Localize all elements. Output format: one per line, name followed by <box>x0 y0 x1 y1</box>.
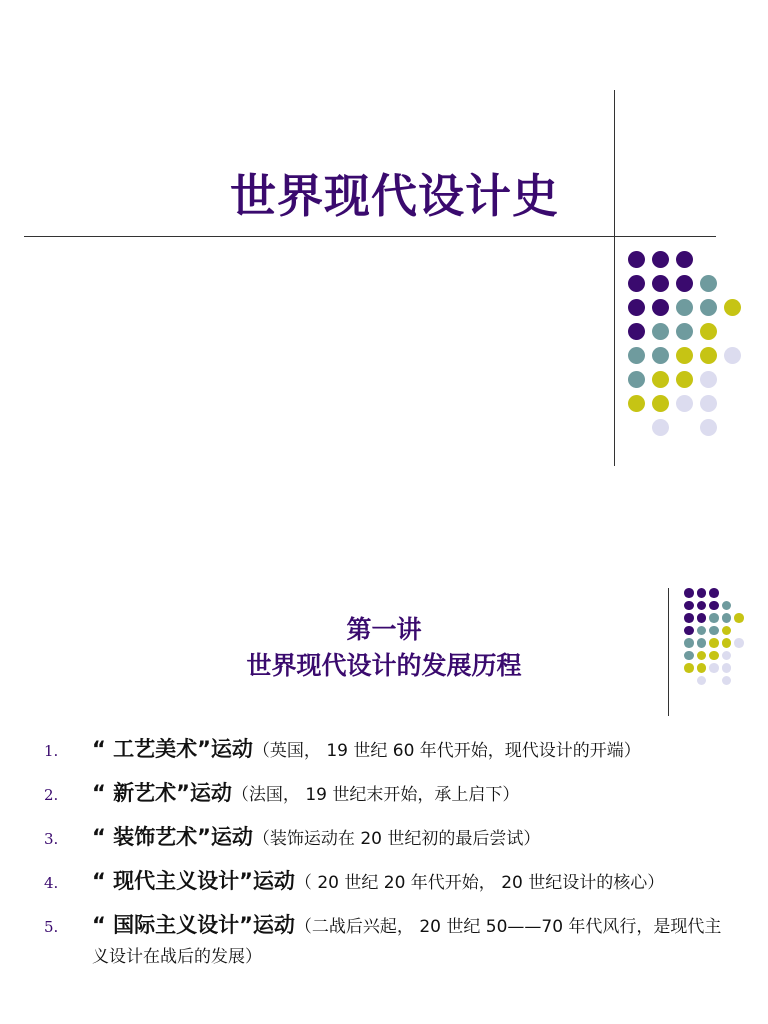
movement-description: （法国， 19 世纪末开始，承上启下） <box>231 785 520 805</box>
decorative-dot <box>628 251 645 268</box>
decorative-dot <box>697 588 707 598</box>
movement-name: “ 工艺美术”运动 <box>92 737 253 761</box>
list-number: 4. <box>44 874 59 892</box>
movement-name: “ 国际主义设计”运动 <box>92 913 295 937</box>
decorative-dot <box>700 395 717 412</box>
list-item <box>38 778 728 810</box>
decorative-dot <box>700 419 717 436</box>
decorative-dot <box>676 395 693 412</box>
decorative-dot <box>628 395 645 412</box>
movement-description: （ 20 世纪 20 年代开始， 20 世纪设计的核心） <box>294 873 665 893</box>
decorative-dot <box>628 299 645 316</box>
decorative-dot <box>700 323 717 340</box>
slide-outline <box>0 512 768 1024</box>
decorative-dot <box>652 299 669 316</box>
decorative-dot <box>628 275 645 292</box>
list-number: 3. <box>44 830 59 848</box>
lecture-title: 世界现代设计的发展历程 <box>246 651 522 680</box>
decorative-dot <box>724 347 741 364</box>
movement-name: “ 新艺术”运动 <box>92 781 232 805</box>
decorative-dot <box>700 347 717 364</box>
decorative-dot <box>709 601 719 611</box>
decorative-dot <box>684 601 694 611</box>
decorative-dot <box>724 299 741 316</box>
movement-name: “ 现代主义设计”运动 <box>92 869 295 893</box>
decorative-dot <box>676 347 693 364</box>
decorative-dot <box>700 299 717 316</box>
movement-description: （二战后兴起， 20 世纪 50——70 年代风行，是现代主义设计在战后的发展） <box>92 917 722 967</box>
decorative-dot <box>652 347 669 364</box>
decorative-dot <box>722 601 732 611</box>
vertical-divider <box>614 90 615 466</box>
list-number: 5. <box>44 918 59 936</box>
movement-description: （英国， 19 世纪 60 年代开始，现代设计的开端） <box>252 741 641 761</box>
decorative-dot <box>628 323 645 340</box>
horizontal-divider <box>24 236 716 237</box>
list-number: 2. <box>44 786 59 804</box>
movement-description: （装饰运动在 20 世纪初的最后尝试） <box>252 829 541 849</box>
decorative-dot <box>652 419 669 436</box>
decorative-dot <box>684 588 694 598</box>
decorative-dot <box>676 275 693 292</box>
decorative-dot <box>700 371 717 388</box>
decorative-dot <box>676 251 693 268</box>
decorative-dot <box>709 588 719 598</box>
decorative-dot <box>628 347 645 364</box>
decorative-dot <box>700 275 717 292</box>
movement-name: “ 装饰艺术”运动 <box>92 825 253 849</box>
decorative-dot <box>652 275 669 292</box>
list-item <box>38 866 728 898</box>
decorative-dot <box>676 299 693 316</box>
decorative-dot <box>652 251 669 268</box>
decorative-dot <box>676 323 693 340</box>
movement-list <box>38 734 728 984</box>
decorative-dot <box>676 371 693 388</box>
decorative-dot <box>652 371 669 388</box>
lecture-number: 第一讲 <box>346 615 422 644</box>
decorative-dot <box>652 323 669 340</box>
decorative-dot <box>652 395 669 412</box>
page-title: 世界现代设计史 <box>230 169 559 223</box>
list-item <box>38 910 728 972</box>
list-item <box>38 822 728 854</box>
list-number: 1. <box>44 742 59 760</box>
decorative-dot <box>628 371 645 388</box>
list-item <box>38 734 728 766</box>
decorative-dot <box>697 601 707 611</box>
